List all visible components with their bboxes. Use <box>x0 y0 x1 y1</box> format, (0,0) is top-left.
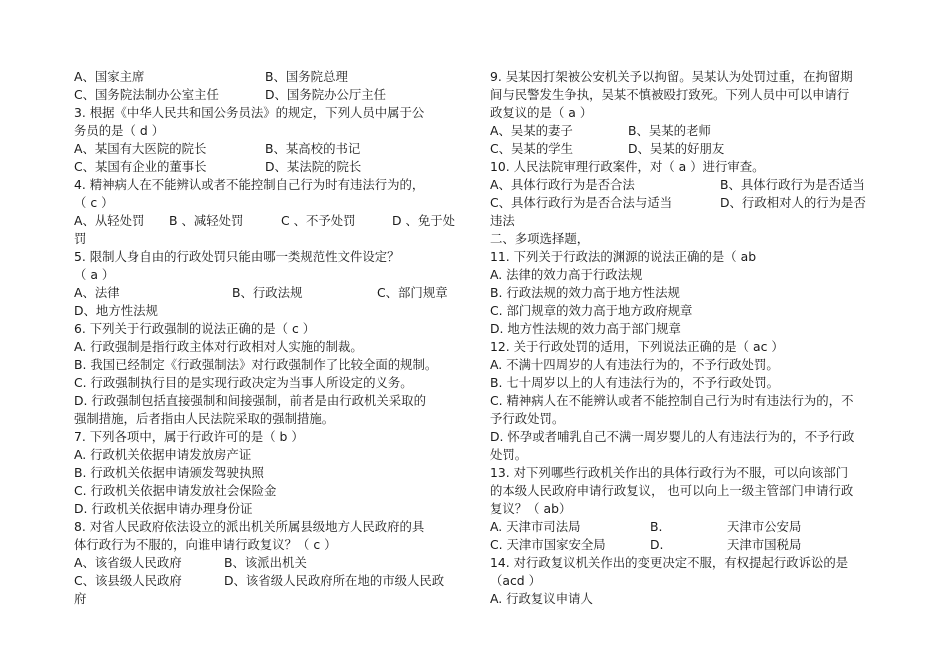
answer-option: B、该派出机关 <box>224 555 307 570</box>
text-line: 罚 <box>74 231 87 246</box>
answer-option: A、该省级人民政府 <box>74 555 182 570</box>
text-line: B. 七十周岁以上的人有违法行为的，不予行政处罚。 <box>490 375 779 390</box>
answer-option: D、该省级人民政府所在地的市级人民政 <box>224 573 445 588</box>
text-line: 6. 下列关于行政强制的说法正确的是（ c ） <box>74 321 316 336</box>
text-line: A. 不满十四周岁的人有违法行为的，不予行政处罚。 <box>490 357 779 372</box>
text-line: 强制措施，后者指由人民法院采取的强制措施。 <box>74 411 335 426</box>
text-line: 处罚。 <box>490 447 528 462</box>
text-line: D、地方性法规 <box>74 303 158 318</box>
text-line: D. 怀孕或者哺乳自己不满一周岁婴儿的人有违法行为的，不予行政 <box>490 429 855 444</box>
text-line: 7. 下列各项中，属于行政许可的是（ b ） <box>74 429 304 444</box>
answer-option: A、吴某的妻子 <box>490 123 573 138</box>
answer-option: D. <box>650 537 664 552</box>
answer-option: B、具体行政行为是否适当 <box>720 177 865 192</box>
text-line: C. 行政机关依据申请发放社会保险金 <box>74 483 277 498</box>
answer-option: B. <box>650 519 663 534</box>
text-line: 府 <box>74 591 87 606</box>
text-line: C. 行政强制执行目的是实现行政决定为当事人所设定的义务。 <box>74 375 413 390</box>
text-line: （ a ） <box>74 267 115 282</box>
answer-option: C、具体行政行为是否合法与适当 <box>490 195 673 210</box>
text-line: B. 行政机关依据申请颁发驾驶执照 <box>74 465 264 480</box>
text-line: 的本级人民政府申请行政复议， 也可以向上一级主管部门申请行政 <box>490 483 854 498</box>
text-line: 13. 对下列哪些行政机关作出的具体行政行为不服，可以向该部门 <box>490 465 849 480</box>
answer-option: D、吴某的好朋友 <box>628 141 725 156</box>
text-line: 二、多项选择题， <box>490 231 590 246</box>
text-line: B. 行政法规的效力高于地方性法规 <box>490 285 680 300</box>
answer-option: A、具体行政行为是否合法 <box>490 177 635 192</box>
text-line: C. 精神病人在不能辨认或者不能控制自己行为时有违法行为的，不 <box>490 393 854 408</box>
text-line: 12. 关于行政处罚的适用，下列说法正确的是（ ac ） <box>490 339 784 354</box>
answer-option: 天津市国税局 <box>727 537 802 552</box>
answer-option: A、某国有大医院的院长 <box>74 141 207 156</box>
text-line: A. 法律的效力高于行政法规 <box>490 267 643 282</box>
text-line: A. 行政强制是指行政主体对行政相对人实施的制裁。 <box>74 339 363 354</box>
text-line: 务员的是（ d ） <box>74 123 165 138</box>
text-line: B. 我国已经制定《行政强制法》对行政强制作了比较全面的规制。 <box>74 357 438 372</box>
text-line: D. 行政机关依据申请办理身份证 <box>74 501 253 516</box>
text-line: C. 部门规章的效力高于地方政府规章 <box>490 303 693 318</box>
text-line: （ c ） <box>74 195 114 210</box>
answer-option: C、某国有企业的董事长 <box>74 159 207 174</box>
text-line: 体行政行为不服的，向谁申请行政复议？（ c ） <box>74 537 337 552</box>
answer-option: A. 天津市司法局 <box>490 519 581 534</box>
answer-option: D、某法院的院长 <box>265 159 362 174</box>
text-line: 9. 吴某因打架被公安机关予以拘留。吴某认为处罚过重，在拘留期 <box>490 69 853 84</box>
text-line: D. 地方性法规的效力高于部门规章 <box>490 321 681 336</box>
answer-option: A、从轻处罚 <box>74 213 145 228</box>
text-line: 予行政处罚。 <box>490 411 565 426</box>
answer-option: A、法律 <box>74 285 120 300</box>
answer-option: A、国家主席 <box>74 69 145 84</box>
answer-option: B、吴某的老师 <box>628 123 711 138</box>
answer-option: B、某高校的书记 <box>265 141 361 156</box>
text-line: A. 行政机关依据申请发放房产证 <box>74 447 252 462</box>
text-line: 8. 对省人民政府依法设立的派出机关所属县级地方人民政府的具 <box>74 519 425 534</box>
text-line: 政复议的是（ a ） <box>490 105 593 120</box>
answer-option: C、部门规章 <box>377 285 448 300</box>
text-line: D. 行政强制包括直接强制和间接强制，前者是由行政机关采取的 <box>74 393 426 408</box>
text-line: 11. 下列关于行政法的渊源的说法正确的是（ ab <box>490 249 757 264</box>
text-line: 4. 精神病人在不能辨认或者不能控制自己行为时有违法行为的， <box>74 177 425 192</box>
answer-option: D、行政相对人的行为是否 <box>720 195 866 210</box>
text-line: 间与民警发生争执，吴某不慎被殴打致死。下列人员中可以申请行 <box>490 87 850 102</box>
text-line: 5. 限制人身自由的行政处罚只能由哪一类规范性文件设定？ <box>74 249 400 264</box>
answer-option: C、该县级人民政府 <box>74 573 182 588</box>
answer-option: D、国务院办公厅主任 <box>265 87 387 102</box>
text-line: 复议？（ ab） <box>490 501 572 516</box>
text-line: A. 行政复议申请人 <box>490 591 593 606</box>
answer-option: D 、免于处 <box>392 213 456 228</box>
answer-option: C、国务院法制办公室主任 <box>74 87 219 102</box>
answer-option: C、吴某的学生 <box>490 141 573 156</box>
answer-option: 天津市公安局 <box>727 519 802 534</box>
answer-option: B、国务院总理 <box>265 69 348 84</box>
text-line: 10. 人民法院审理行政案件，对（ a ）进行审查。 <box>490 159 765 174</box>
answer-option: B 、减轻处罚 <box>169 213 244 228</box>
answer-option: C. 天津市国家安全局 <box>490 537 606 552</box>
text-line: 14. 对行政复议机关作出的变更决定不服，有权提起行政诉讼的是 <box>490 555 849 570</box>
text-line: 违法 <box>490 213 515 228</box>
answer-option: C 、不予处罚 <box>281 213 356 228</box>
answer-option: B、行政法规 <box>232 285 303 300</box>
text-line: （acd ） <box>490 573 541 588</box>
text-line: 3. 根据《中华人民共和国公务员法》的规定，下列人员中属于公 <box>74 105 425 120</box>
